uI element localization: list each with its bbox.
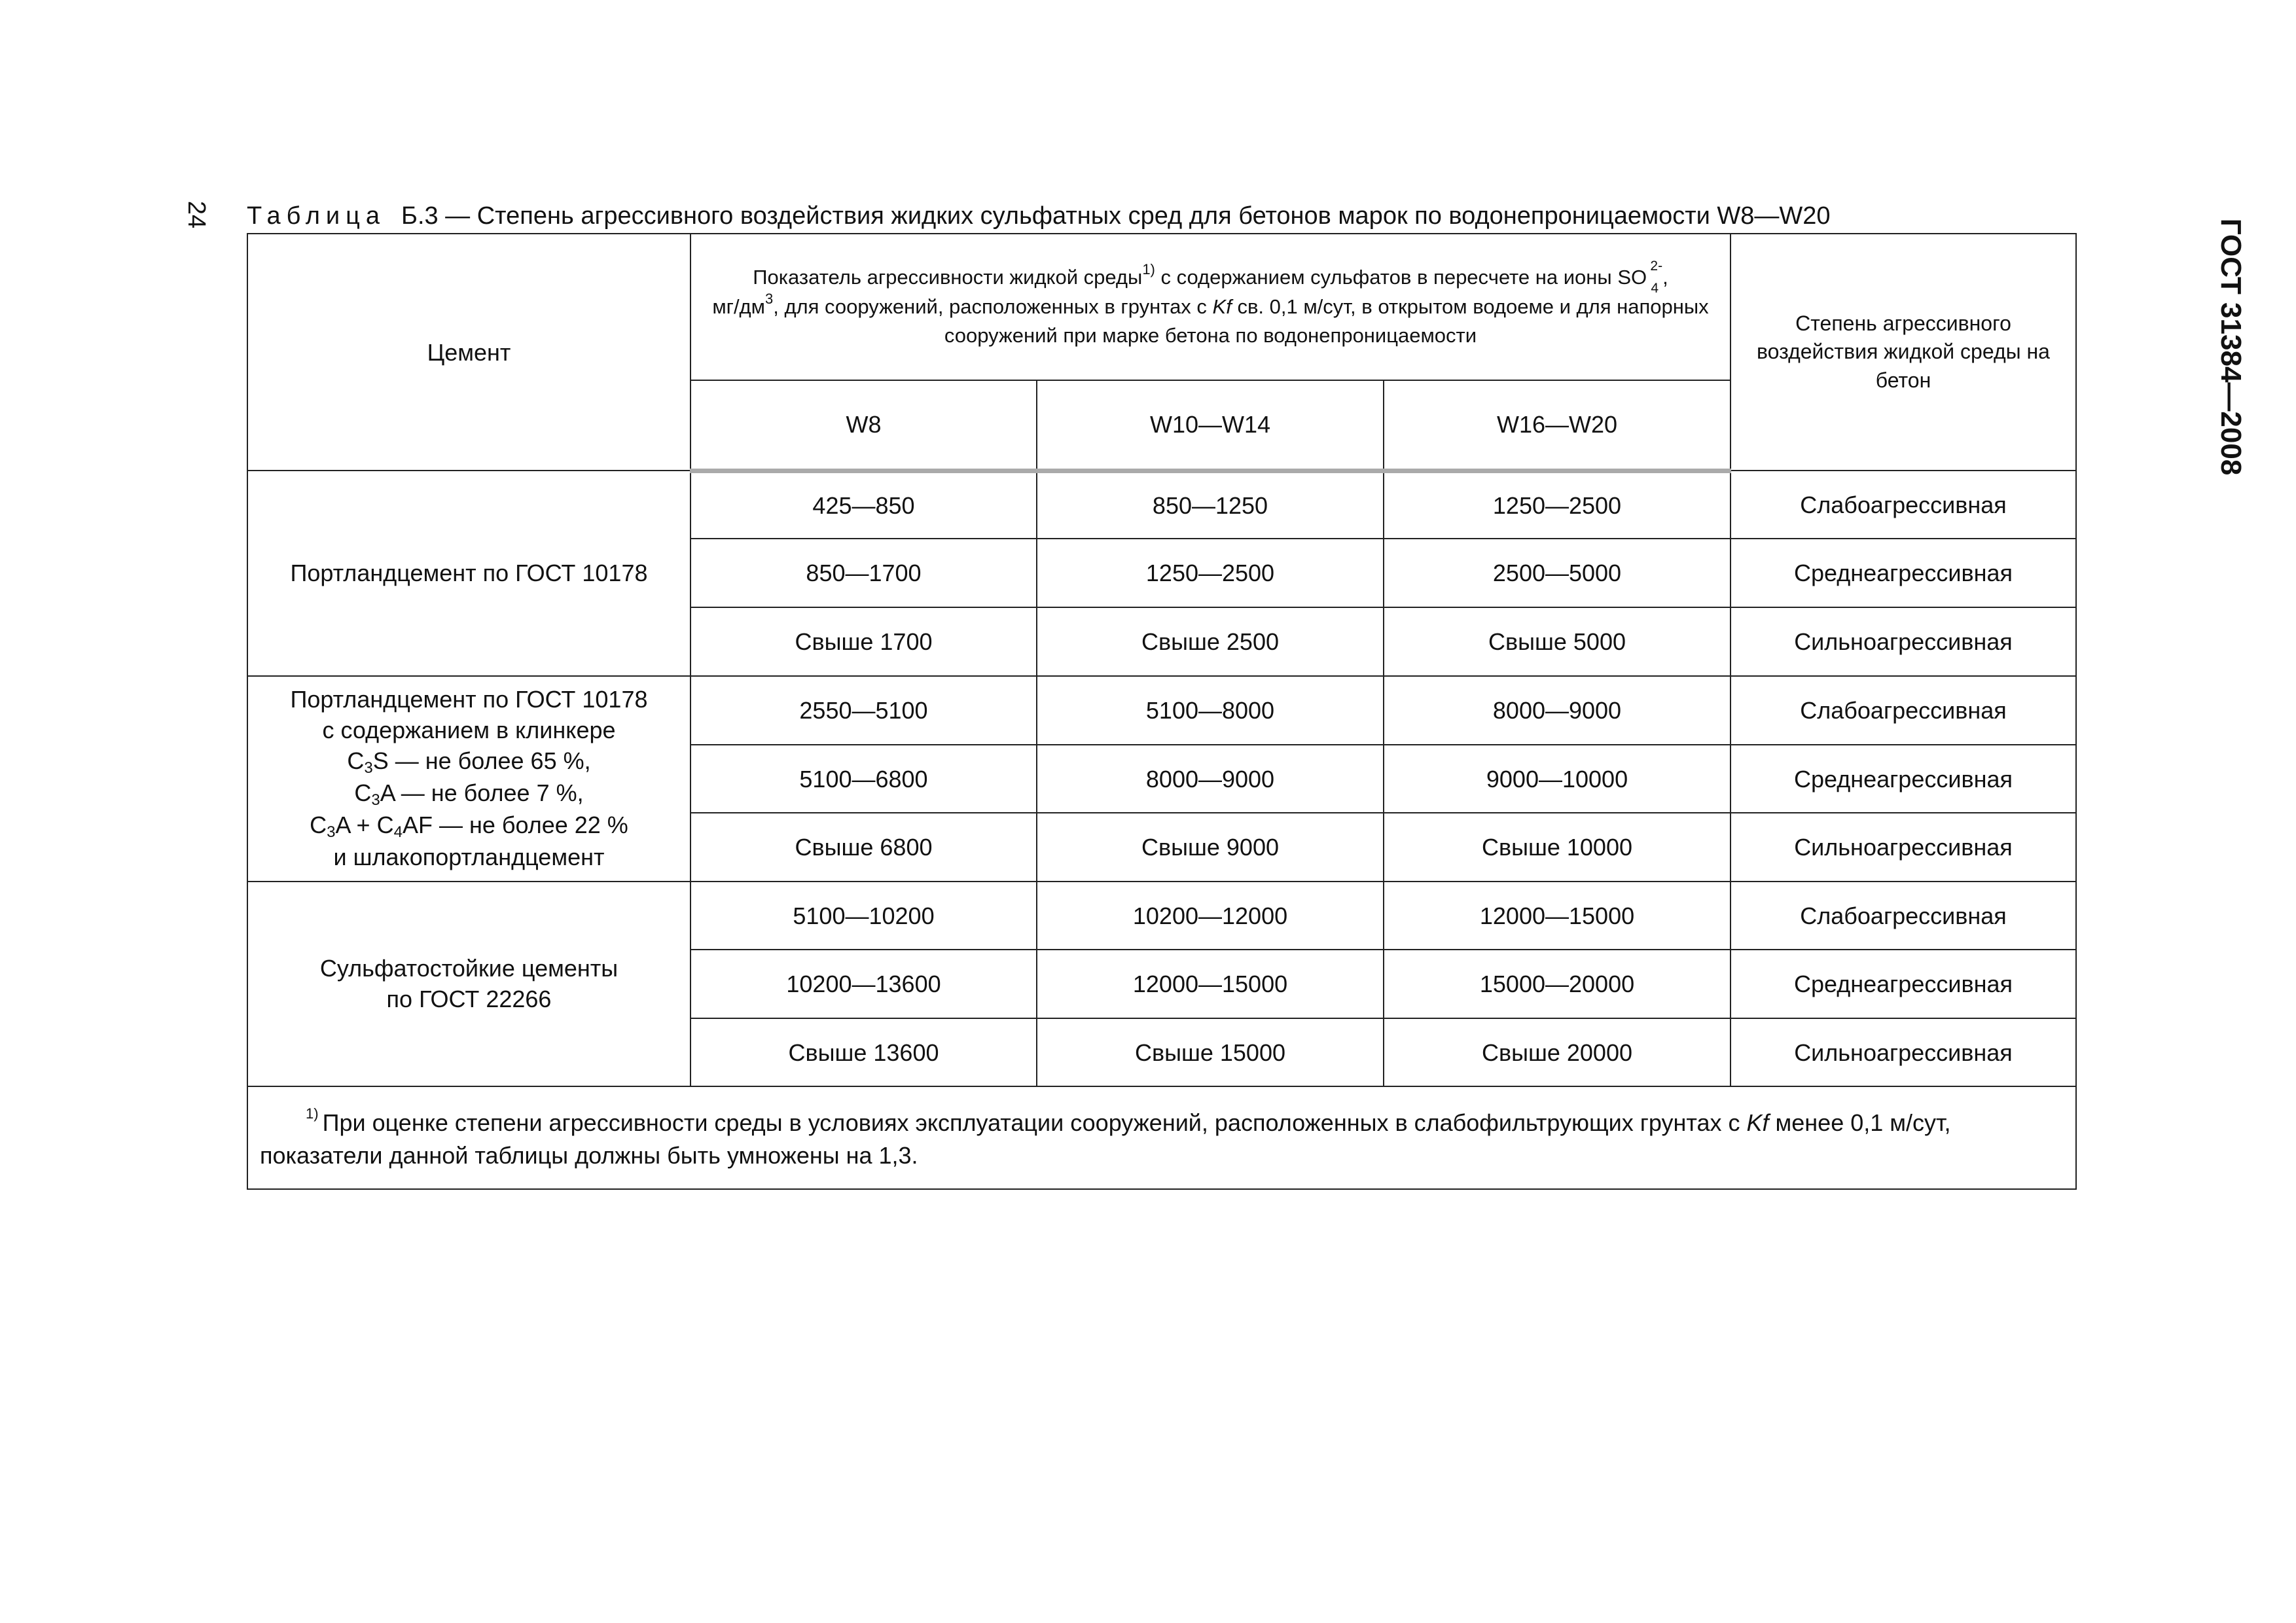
kf-symbol: Kf [1212, 294, 1232, 318]
header-cement: Цемент [247, 234, 691, 471]
table-cell: Свыше 10000 [1384, 813, 1731, 882]
table-cell: 10200—12000 [1037, 882, 1384, 950]
table-cell: 10200—13600 [691, 950, 1037, 1018]
header-grade-w16-w20: W16—W20 [1384, 380, 1731, 471]
table-cell: Свыше 15000 [1037, 1018, 1384, 1086]
page-number: 24 [183, 200, 210, 229]
header-indicator-part1: Показатель агрессивности жидкой среды [753, 265, 1143, 289]
sulfate-ion-formula: SO 2- 4 [1617, 258, 1663, 296]
table-cell: 1250—2500 [1037, 539, 1384, 607]
header-row [247, 234, 2076, 380]
document-code: ГОСТ 31384—2008 [2215, 218, 2247, 476]
footnote-mark: 1) [306, 1105, 319, 1122]
cement-portland: Портландцемент по ГОСТ 10178 [247, 471, 691, 676]
degree-cell: Слабоагрессивная [1731, 882, 2076, 950]
table-row [247, 471, 2076, 539]
table-cell: 12000—15000 [1384, 882, 1731, 950]
table-cell: Свыше 13600 [691, 1018, 1037, 1086]
header-indicator-part2: с содержанием сульфатов в пересчете на ионы [1155, 265, 1618, 289]
cement-sulfate-resistant: Сульфатостойкие цементы по ГОСТ 22266 [247, 882, 691, 1086]
degree-cell: Сильноагрессивная [1731, 813, 2076, 882]
degree-cell: Слабоагрессивная [1731, 471, 2076, 539]
cement-portland-clinker: Портландцемент по ГОСТ 10178 с содержанием в клинкере C3S — не более 65 %, C3A — не более 7 %, C3A + C4AF — не более 22 % и шлакопортландцемент [247, 676, 691, 882]
header-grade-w10-w14: W10—W14 [1037, 380, 1384, 471]
kf-symbol: Kf [1746, 1109, 1769, 1136]
table-row [247, 676, 2076, 745]
table-cell: 12000—15000 [1037, 950, 1384, 1018]
table-cell: 5100—10200 [691, 882, 1037, 950]
table-cell: 5100—8000 [1037, 676, 1384, 745]
degree-cell: Среднеагрессивная [1731, 950, 2076, 1018]
table-cell: Свыше 5000 [1384, 607, 1731, 676]
header-indicator: Показатель агрессивности жидкой среды$^{1)}$ с содержанием сульфатов в пересчете на ионы SO 2- 4 , мг/дм$^3$, для сооружений, расположенных в грунтах с Kf св. 0,1 м/сут, в открытом водоеме и для напорных сооружений при марке бетона по водонепроницаемости [691, 234, 1731, 380]
table-cell: Свыше 1700 [691, 607, 1037, 676]
table-cell: 8000—9000 [1384, 676, 1731, 745]
header-grade-w8: W8 [691, 380, 1037, 471]
table-cell: 850—1250 [1037, 471, 1384, 539]
table-cell: 1250—2500 [1384, 471, 1731, 539]
table-cell: 9000—10000 [1384, 745, 1731, 813]
footnote-row [247, 1086, 2076, 1189]
table-title-label: Таблица [247, 202, 386, 230]
table-row [247, 882, 2076, 950]
degree-cell: Среднеагрессивная [1731, 539, 2076, 607]
degree-cell: Слабоагрессивная [1731, 676, 2076, 745]
table-cell: Свыше 2500 [1037, 607, 1384, 676]
degree-cell: Среднеагрессивная [1731, 745, 2076, 813]
sulfate-aggressiveness-table [247, 233, 2077, 1190]
header-footnote-mark: 1) [1142, 260, 1155, 277]
table-cell: 8000—9000 [1037, 745, 1384, 813]
header-degree: Степень агрессивного воздействия жидкой среды на бетон [1731, 234, 2076, 471]
table-cell: 15000—20000 [1384, 950, 1731, 1018]
table-footnote: $^{1)}$ При оценке степени агрессивности среды в условиях эксплуатации сооружений, расположенных в слабофильтрующих грунтах с Kf менее 0,1 м/сут, показатели данной таблицы должны быть умножены на 1,3. [247, 1086, 2076, 1189]
table-cell: 5100—6800 [691, 745, 1037, 813]
table-title-text: Б.3 — Степень агрессивного воздействия жидких сульфатных сред для бетонов марок по водонепроницаемости W8—W20 [401, 202, 1831, 230]
table-cell: 2500—5000 [1384, 539, 1731, 607]
table-cell: 2550—5100 [691, 676, 1037, 745]
table-cell: 850—1700 [691, 539, 1037, 607]
header-indicator-line2a: мг/дм [712, 294, 765, 318]
table-cell: Свыше 20000 [1384, 1018, 1731, 1086]
table-title [247, 196, 2145, 236]
table-cell: 425—850 [691, 471, 1037, 539]
table-cell: Свыше 9000 [1037, 813, 1384, 882]
degree-cell: Сильноагрессивная [1731, 607, 2076, 676]
degree-cell: Сильноагрессивная [1731, 1018, 2076, 1086]
table-cell: Свыше 6800 [691, 813, 1037, 882]
